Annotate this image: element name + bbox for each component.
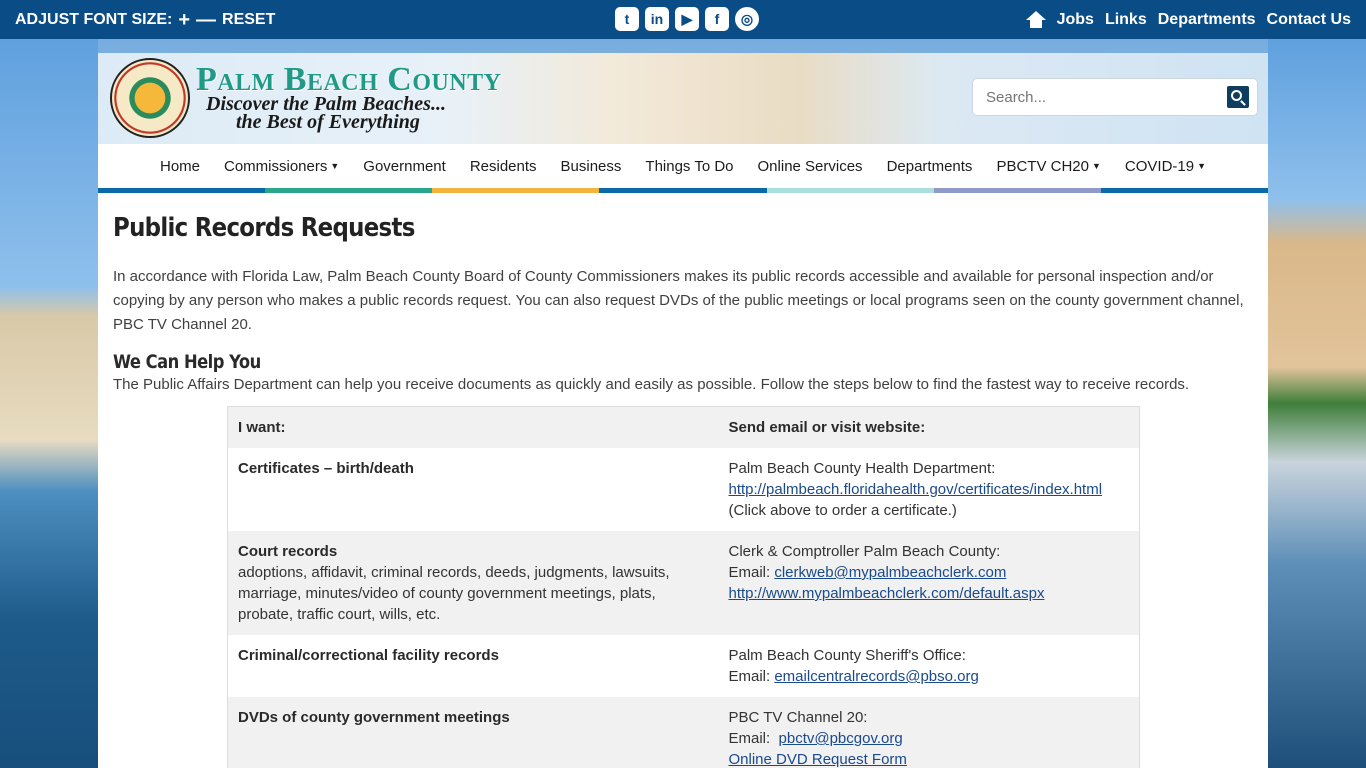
page-content (98, 193, 1268, 768)
caret-down-icon: ▼ (330, 160, 340, 171)
row-want: Certificates – birth/death (238, 460, 414, 477)
nav-residents[interactable]: Residents (469, 157, 537, 175)
nav-color-strip (98, 188, 1268, 193)
dvd-request-form-link[interactable]: Online DVD Request Form (728, 751, 907, 768)
nav-business[interactable]: Business (560, 157, 622, 175)
row-want: Criminal/correctional facility records (238, 647, 499, 664)
health-certificates-link[interactable]: http://palmbeach.floridahealth.gov/certificates/index.html (728, 481, 1103, 498)
social-links (615, 7, 759, 31)
table-header-want: I want: (238, 419, 286, 436)
nav-covid-19[interactable]: COVID-19 ▼ (1124, 157, 1206, 175)
row-want: Court records (238, 543, 338, 560)
jobs-link[interactable]: Jobs (1056, 10, 1094, 28)
pbctv-email-link[interactable]: pbctv@pbcgov.org (778, 730, 903, 747)
clerk-email-link[interactable]: clerkweb@mypalmbeachclerk.com (774, 564, 1007, 581)
home-icon[interactable] (1026, 11, 1046, 29)
color-strip-segment (265, 188, 432, 193)
row-org: Palm Beach County Health Department: (728, 460, 996, 477)
page-title: Public Records Requests (113, 213, 415, 243)
search-button[interactable] (1227, 86, 1249, 108)
departments-link[interactable]: Departments (1157, 10, 1256, 28)
font-size-label: ADJUST FONT SIZE: (15, 10, 173, 28)
table-row (228, 531, 1140, 635)
email-label: Email: (728, 564, 775, 581)
main-nav (98, 144, 1268, 188)
color-strip-segment (934, 188, 1101, 193)
logo-tagline-2: the Best of Everything (236, 111, 420, 133)
color-strip-segment (1101, 188, 1268, 193)
color-strip-segment (432, 188, 599, 193)
row-note: (Click above to order a certificate.) (728, 502, 957, 519)
nav-home[interactable]: Home (159, 157, 200, 175)
row-org: Clerk & Comptroller Palm Beach County: (728, 543, 1001, 560)
nav-commissioners[interactable]: Commissioners ▼ (224, 157, 340, 175)
table-row (228, 635, 1140, 697)
nav-government[interactable]: Government (363, 157, 446, 175)
search-input[interactable] (973, 80, 1227, 114)
logo-title[interactable]: Palm Beach County (196, 61, 502, 98)
contact-us-link[interactable]: Contact Us (1266, 10, 1351, 28)
header-banner (98, 53, 1268, 144)
nav-online-services[interactable]: Online Services (757, 157, 863, 175)
help-text: The Public Affairs Department can help you receive documents as quickly and easily as possible. Follow the steps below to find the fastest way to receive records. (113, 376, 1190, 393)
youtube-icon[interactable]: ▶ (675, 7, 699, 31)
color-strip-segment (98, 188, 265, 193)
links-link[interactable]: Links (1104, 10, 1147, 28)
records-table (227, 406, 1140, 768)
help-heading: We Can Help You (113, 351, 261, 373)
logo-tagline-1: Discover the Palm Beaches... (206, 93, 446, 115)
row-org: PBC TV Channel 20: (728, 709, 868, 726)
nav-things-to-do[interactable]: Things To Do (645, 157, 734, 175)
color-strip-segment (599, 188, 766, 193)
county-seal-logo[interactable] (110, 58, 190, 138)
caret-down-icon: ▼ (1197, 160, 1206, 171)
table-row (228, 697, 1140, 768)
nav-pbctv-ch20[interactable]: PBCTV CH20 ▼ (996, 157, 1101, 175)
search-box (972, 78, 1258, 116)
caret-down-icon: ▼ (1091, 160, 1101, 171)
row-org: Palm Beach County Sheriff's Office: (728, 647, 966, 664)
increase-font-button[interactable]: + (178, 8, 191, 31)
reset-font-button[interactable]: RESET (222, 10, 276, 28)
color-strip-segment (767, 188, 934, 193)
nav-departments[interactable]: Departments (886, 157, 973, 175)
intro-paragraph: In accordance with Florida Law, Palm Beach County Board of County Commissioners makes its public records accessible and available for personal inspection and/or copying by any person who makes a public records request. You can also request DVDs of the public meetings or local programs seen on the county government channel, PBC TV Channel 20. (113, 268, 1244, 333)
top-utility-bar (0, 0, 1366, 39)
linkedin-icon[interactable]: in (645, 7, 669, 31)
sheriff-email-link[interactable]: emailcentralrecords@pbso.org (774, 668, 979, 685)
table-header-send: Send email or visit website: (728, 419, 926, 436)
email-label: Email: (728, 730, 779, 747)
table-row (228, 448, 1140, 531)
main-container (98, 53, 1268, 768)
decrease-font-button[interactable]: — (196, 8, 217, 31)
font-size-controls (15, 10, 275, 30)
row-want-detail: adoptions, affidavit, criminal records, deeds, judgments, lawsuits, marriage, minutes/video of county government meetings, plats, probate, traffic court, wills, etc. (238, 564, 670, 623)
facebook-icon[interactable]: f (705, 7, 729, 31)
search-icon (1231, 90, 1242, 101)
background-scenery-right (1268, 39, 1366, 768)
clerk-website-link[interactable]: http://www.mypalmbeachclerk.com/default.aspx (728, 585, 1045, 602)
background-scenery-left (0, 39, 98, 768)
top-links (1026, 11, 1351, 29)
instagram-icon[interactable]: ◎ (735, 7, 759, 31)
row-want: DVDs of county government meetings (238, 709, 510, 726)
twitter-icon[interactable]: t (615, 7, 639, 31)
email-label: Email: (728, 668, 775, 685)
table-header-row (228, 407, 1140, 449)
